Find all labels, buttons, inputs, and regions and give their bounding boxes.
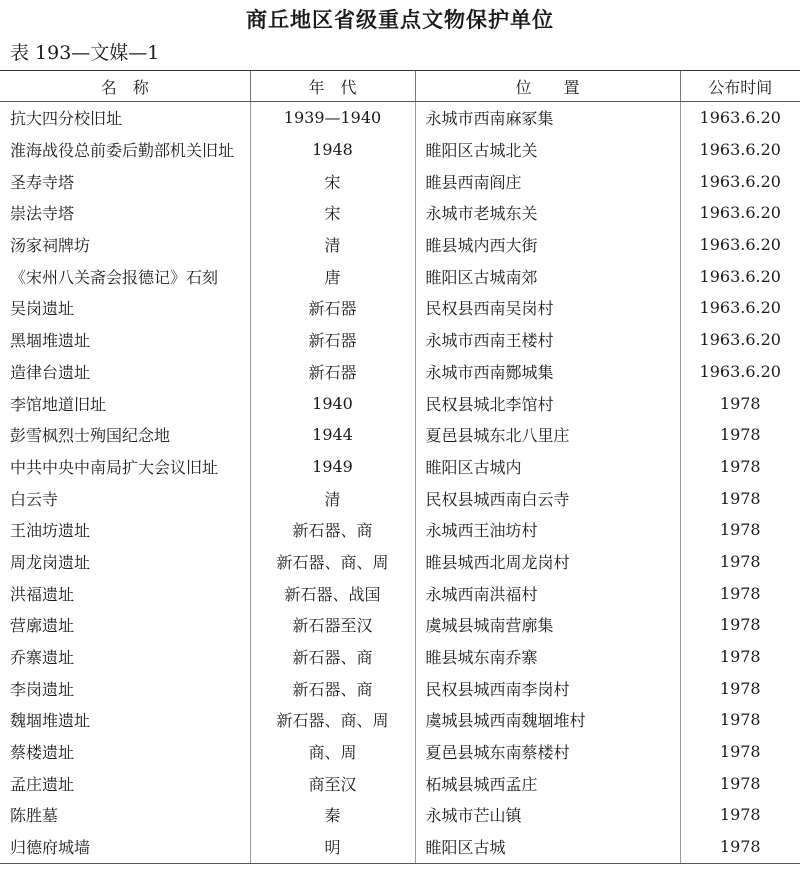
table-row [0, 451, 800, 483]
cell-date: 1978 [680, 767, 800, 799]
cell-era: 1949 [250, 451, 415, 483]
cell-era: 清 [250, 229, 415, 261]
table-row [0, 577, 800, 609]
header-location: 位 置 [415, 71, 680, 102]
cell-era: 1939—1940 [250, 102, 415, 134]
heritage-table [0, 70, 800, 864]
cell-name: 洪福遗址 [10, 584, 75, 604]
cell-date: 1963.6.20 [680, 324, 800, 356]
cell-date: 1978 [680, 609, 800, 641]
cell-location: 民权县城北李馆村 [415, 387, 680, 419]
table-row [0, 641, 800, 673]
cell-location: 永城市西南麻冢集 [415, 102, 680, 134]
cell-name: 黑堌堆遗址 [10, 331, 91, 351]
cell-location: 睢阳区古城北关 [415, 134, 680, 166]
cell-era: 商、周 [250, 736, 415, 768]
cell-date: 1978 [680, 641, 800, 673]
cell-era: 宋 [250, 165, 415, 197]
cell-name: 乔寨遗址 [10, 648, 75, 668]
cell-location: 永城西南洪福村 [415, 577, 680, 609]
cell-date: 1963.6.20 [680, 134, 800, 166]
cell-era: 1944 [250, 419, 415, 451]
cell-date: 1963.6.20 [680, 260, 800, 292]
table-row [0, 134, 800, 166]
cell-era: 清 [250, 482, 415, 514]
table-row [0, 799, 800, 831]
cell-location: 睢阳区古城 [415, 831, 680, 863]
table-row [0, 324, 800, 356]
cell-name: 孟庄遗址 [10, 774, 75, 794]
cell-date: 1963.6.20 [680, 292, 800, 324]
cell-era: 新石器、商 [250, 672, 415, 704]
cell-date: 1963.6.20 [680, 197, 800, 229]
cell-location: 永城市西南酂城集 [415, 356, 680, 388]
cell-name: 白云寺 [10, 489, 59, 509]
header-era: 年 代 [250, 71, 415, 102]
cell-era: 1940 [250, 387, 415, 419]
cell-date: 1963.6.20 [680, 229, 800, 261]
cell-era: 新石器、商 [250, 641, 415, 673]
cell-date: 1978 [680, 577, 800, 609]
table-row [0, 197, 800, 229]
table-row [0, 609, 800, 641]
cell-name: 汤家祠牌坊 [10, 236, 91, 256]
cell-name: 吴岗遗址 [10, 299, 75, 319]
cell-date: 1978 [680, 514, 800, 546]
cell-location: 虞城县城南营廓集 [415, 609, 680, 641]
cell-name: 归德府城墙 [0, 831, 250, 863]
cell-era: 新石器 [250, 356, 415, 388]
cell-location: 永城西王油坊村 [415, 514, 680, 546]
cell-date: 1978 [680, 799, 800, 831]
cell-era: 商至汉 [250, 767, 415, 799]
cell-date: 1978 [680, 546, 800, 578]
table-number: 表 193—文媒—1 [10, 42, 160, 64]
table-row [0, 356, 800, 388]
cell-date: 1978 [680, 387, 800, 419]
cell-era: 新石器、商 [250, 514, 415, 546]
page-title: 商丘地区省级重点文物保护单位 [246, 8, 554, 32]
cell-era: 新石器 [250, 324, 415, 356]
cell-location: 睢县城西北周龙岗村 [415, 546, 680, 578]
cell-era: 新石器、战国 [250, 577, 415, 609]
cell-name: 淮海战役总前委后勤部机关旧址 [10, 141, 235, 161]
cell-era: 新石器至汉 [250, 609, 415, 641]
cell-location: 虞城县城西南魏堌堆村 [415, 704, 680, 736]
cell-era: 宋 [250, 197, 415, 229]
table-row [0, 482, 800, 514]
header-name: 名 称 [0, 71, 250, 102]
cell-date: 1978 [680, 736, 800, 768]
cell-era: 新石器、商、周 [250, 546, 415, 578]
cell-location: 永城市老城东关 [415, 197, 680, 229]
cell-name: 蔡楼遗址 [10, 743, 75, 763]
cell-date: 1963.6.20 [680, 102, 800, 134]
cell-name: 彭雪枫烈士殉国纪念地 [10, 426, 171, 446]
table-row [0, 831, 800, 863]
cell-location: 民权县城西南白云寺 [415, 482, 680, 514]
cell-name: 王油坊遗址 [10, 521, 91, 541]
cell-name: 陈胜墓 [10, 806, 59, 826]
table-row [0, 229, 800, 261]
table-row [0, 387, 800, 419]
cell-name: 李馆地道旧址 [10, 394, 107, 414]
cell-era: 新石器、商、周 [250, 704, 415, 736]
cell-name: 崇法寺塔 [10, 204, 75, 224]
cell-location: 睢阳区古城内 [415, 451, 680, 483]
table-row [0, 260, 800, 292]
table-row [0, 102, 800, 134]
cell-name: 造律台遗址 [10, 362, 91, 382]
cell-location: 睢县城内西大街 [415, 229, 680, 261]
table-row [0, 704, 800, 736]
cell-location: 睢县城东南乔寨 [415, 641, 680, 673]
cell-location: 民权县西南吴岗村 [415, 292, 680, 324]
cell-name: 周龙岗遗址 [10, 552, 91, 572]
cell-name: 魏堌堆遗址 [10, 711, 91, 731]
cell-location: 睢县西南阎庄 [415, 165, 680, 197]
cell-location: 永城市西南王楼村 [415, 324, 680, 356]
cell-era: 秦 [250, 799, 415, 831]
cell-name: 《宋州八关斋会报德记》石刻 [10, 267, 219, 287]
cell-location: 夏邑县城东南蔡楼村 [415, 736, 680, 768]
cell-date: 1978 [680, 831, 800, 863]
table-header-row [0, 71, 800, 102]
cell-era: 明 [250, 831, 415, 863]
cell-date: 1978 [680, 419, 800, 451]
table-row [0, 292, 800, 324]
cell-name: 抗大四分校旧址 [10, 109, 123, 129]
table-row [0, 672, 800, 704]
table-row [0, 767, 800, 799]
table-row [0, 736, 800, 768]
cell-date: 1978 [680, 704, 800, 736]
cell-location: 永城市芒山镇 [415, 799, 680, 831]
cell-date: 1963.6.20 [680, 165, 800, 197]
cell-date: 1978 [680, 482, 800, 514]
cell-era: 唐 [250, 260, 415, 292]
table-row [0, 419, 800, 451]
cell-era: 新石器 [250, 292, 415, 324]
cell-name: 圣寿寺塔 [10, 172, 75, 192]
header-date: 公布时间 [680, 71, 800, 102]
table-row [0, 165, 800, 197]
table-body [0, 102, 800, 864]
cell-date: 1978 [680, 672, 800, 704]
table-row [0, 546, 800, 578]
cell-name: 营廓遗址 [10, 616, 75, 636]
cell-location: 夏邑县城东北八里庄 [415, 419, 680, 451]
cell-name: 李岗遗址 [10, 679, 75, 699]
table-row [0, 514, 800, 546]
cell-date: 1978 [680, 451, 800, 483]
cell-location: 民权县城西南李岗村 [415, 672, 680, 704]
cell-era: 1948 [250, 134, 415, 166]
cell-name: 中共中央中南局扩大会议旧址 [10, 457, 219, 477]
cell-location: 睢阳区古城南郊 [415, 260, 680, 292]
cell-date: 1963.6.20 [680, 356, 800, 388]
cell-location: 柘城县城西孟庄 [415, 767, 680, 799]
